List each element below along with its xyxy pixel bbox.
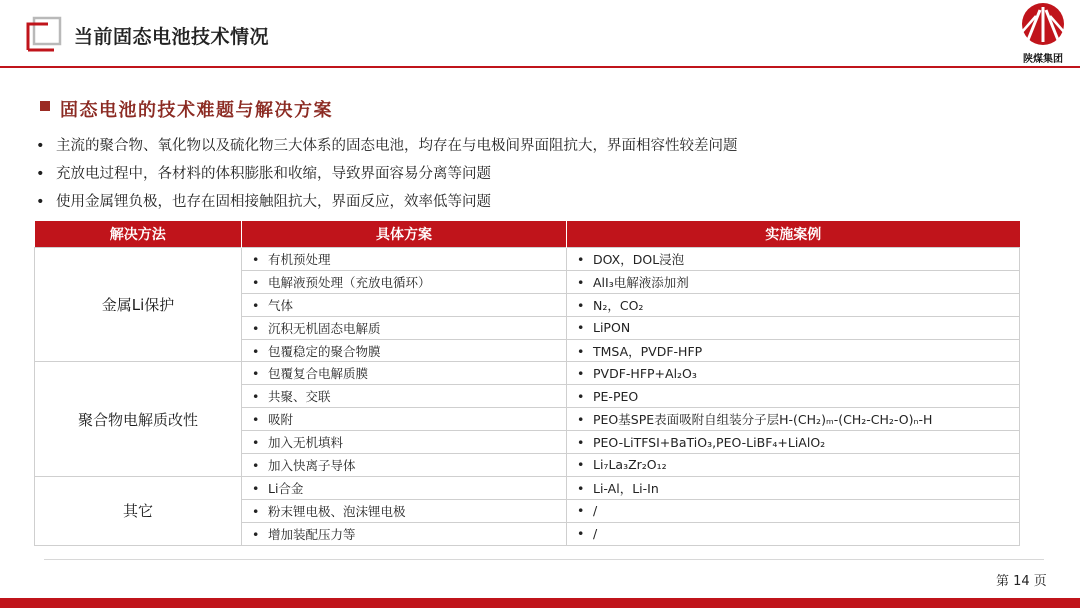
case-text: Li-Al，Li-In xyxy=(593,480,659,496)
case-cell: • / xyxy=(567,499,1020,522)
bullet-icon: • xyxy=(36,138,45,154)
table-header-row xyxy=(35,221,1020,248)
bullet-text: 充放电过程中，各材料的体积膨胀和收缩，导致界面容易分离等问题 xyxy=(56,166,491,182)
bullet-text: 使用金属锂负极，也存在固相接触阻抗大，界面反应，效率低等问题 xyxy=(56,194,491,210)
bottom-accent-bar xyxy=(0,598,1080,608)
table-row xyxy=(35,362,1020,385)
bullet-text: 主流的聚合物、氧化物以及硫化物三大体系的固态电池，均存在与电极间界面阻抗大，界面相容性较差问题 xyxy=(56,138,738,154)
scheme-text: 有机预处理 xyxy=(268,251,331,267)
header-scheme: 具体方案 xyxy=(242,221,567,248)
header-divider xyxy=(0,66,1080,68)
case-cell: • Li-Al，Li-In xyxy=(567,476,1020,499)
case-cell: • AlI₃电解液添加剂 xyxy=(567,270,1020,293)
scheme-cell: • 包覆复合电解质膜 xyxy=(242,362,567,385)
case-cell: • PVDF-HFP+Al₂O₃ xyxy=(567,362,1020,385)
scheme-text: Li合金 xyxy=(268,480,304,496)
scheme-cell: • 粉末锂电极、泡沫锂电极 xyxy=(242,499,567,522)
case-text: AlI₃电解液添加剂 xyxy=(593,274,689,290)
scheme-text: 增加装配压力等 xyxy=(268,526,356,542)
case-text: N₂，CO₂ xyxy=(593,297,644,313)
scheme-cell: • 有机预处理 xyxy=(242,248,567,271)
case-text: PVDF-HFP+Al₂O₃ xyxy=(593,365,697,381)
section-marker-icon xyxy=(40,101,50,111)
case-text: TMSA，PVDF-HFP xyxy=(593,343,703,359)
scheme-text: 包覆复合电解质膜 xyxy=(268,366,369,382)
corner-bracket-icon xyxy=(26,16,62,52)
header-case: 实施案例 xyxy=(567,221,1020,248)
bullet-list xyxy=(36,132,1046,216)
case-cell: • N₂，CO₂ xyxy=(567,293,1020,316)
case-text: PE-PEO xyxy=(593,388,639,404)
scheme-cell: • 包覆稳定的聚合物膜 xyxy=(242,339,567,362)
case-text: Li₇La₃Zr₂O₁₂ xyxy=(593,457,667,473)
scheme-text: 包覆稳定的聚合物膜 xyxy=(268,343,381,359)
scheme-cell: • 吸附 xyxy=(242,408,567,431)
bullet-icon: • xyxy=(36,166,45,182)
case-cell: • PEO基SPE表面吸附自组装分子层H-(CH₂)ₘ-(CH₂-CH₂-O)ₙ-H xyxy=(567,408,1020,431)
case-cell: • Li₇La₃Zr₂O₁₂ xyxy=(567,454,1020,477)
scheme-text: 气体 xyxy=(268,297,294,313)
table-row xyxy=(35,476,1020,499)
method-cell: 其它 xyxy=(35,476,242,545)
case-cell: • / xyxy=(567,522,1020,545)
case-text: DOX，DOL浸泡 xyxy=(593,251,685,267)
scheme-text: 吸附 xyxy=(268,412,294,428)
solutions-table xyxy=(34,221,1020,546)
bullet-item xyxy=(36,132,1046,160)
case-text: / xyxy=(593,503,598,519)
scheme-cell: • 共聚、交联 xyxy=(242,385,567,408)
bullet-icon: • xyxy=(36,194,45,210)
scheme-text: 加入无机填料 xyxy=(268,435,344,451)
scheme-text: 沉积无机固态电解质 xyxy=(268,320,381,336)
bullet-item xyxy=(36,188,1046,216)
case-cell: • TMSA，PVDF-HFP xyxy=(567,339,1020,362)
logo-caption: 陕煤集团 xyxy=(1023,54,1063,65)
case-text: LiPON xyxy=(593,320,631,336)
scheme-cell: • Li合金 xyxy=(242,476,567,499)
method-cell: 金属Li保护 xyxy=(35,248,242,362)
case-cell: • DOX，DOL浸泡 xyxy=(567,248,1020,271)
scheme-cell: • 气体 xyxy=(242,293,567,316)
scheme-cell: • 电解液预处理（充放电循环） xyxy=(242,270,567,293)
scheme-text: 共聚、交联 xyxy=(268,389,331,405)
scheme-cell: • 增加装配压力等 xyxy=(242,522,567,545)
header-method: 解决方法 xyxy=(35,221,242,248)
case-cell: • PE-PEO xyxy=(567,385,1020,408)
case-text: PEO-LiTFSI+BaTiO₃,PEO-LiBF₄+LiAlO₂ xyxy=(593,434,826,450)
bullet-item xyxy=(36,160,1046,188)
case-cell: • PEO-LiTFSI+BaTiO₃,PEO-LiBF₄+LiAlO₂ xyxy=(567,431,1020,454)
case-cell: • LiPON xyxy=(567,316,1020,339)
case-text: PEO基SPE表面吸附自组装分子层H-(CH₂)ₘ-(CH₂-CH₂-O)ₙ-H xyxy=(593,412,933,428)
footer-divider xyxy=(44,559,1044,560)
table-row xyxy=(35,248,1020,271)
page-number: 第 14 页 xyxy=(996,574,1047,589)
case-text: / xyxy=(593,526,598,542)
scheme-cell: • 沉积无机固态电解质 xyxy=(242,316,567,339)
scheme-cell: • 加入无机填料 xyxy=(242,431,567,454)
section-title: 固态电池的技术难题与解决方案 xyxy=(60,100,333,121)
page-title: 当前固态电池技术情况 xyxy=(74,26,270,48)
scheme-text: 粉末锂电极、泡沫锂电极 xyxy=(268,503,406,519)
method-cell: 聚合物电解质改性 xyxy=(35,362,242,476)
scheme-cell: • 加入快离子导体 xyxy=(242,454,567,477)
scheme-text: 电解液预处理（充放电循环） xyxy=(268,274,431,290)
scheme-text: 加入快离子导体 xyxy=(268,457,356,473)
